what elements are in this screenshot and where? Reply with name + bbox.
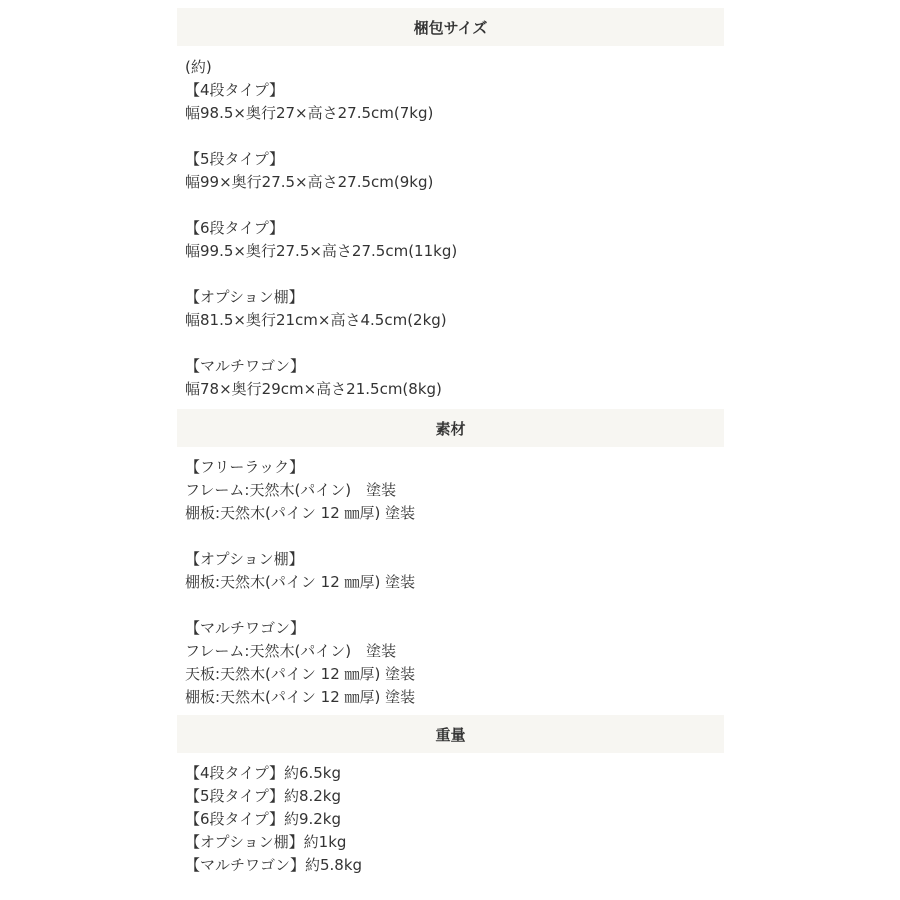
package-size-line bbox=[185, 194, 724, 217]
material-line: フレーム:天然木(パイン) 塗装 bbox=[185, 642, 397, 660]
package-size-line bbox=[185, 263, 724, 286]
package-size-line: 【5段タイプ】 bbox=[185, 150, 284, 168]
material-line bbox=[185, 525, 724, 548]
package-size-line: 幅99.5×奥行27.5×高さ27.5cm(11kg) bbox=[185, 242, 458, 260]
material-body bbox=[177, 447, 724, 715]
material-line bbox=[185, 594, 724, 617]
package-size-line bbox=[185, 332, 724, 355]
material-line: 【フリーラック】 bbox=[185, 458, 305, 476]
material-line: 天板:天然木(パイン 12 ㎜厚) 塗装 bbox=[185, 665, 416, 683]
material-line: フレーム:天然木(パイン) 塗装 bbox=[185, 481, 397, 499]
package-size-body bbox=[177, 46, 724, 409]
package-size-line: 幅78×奥行29cm×高さ21.5cm(8kg) bbox=[185, 380, 442, 398]
material-line: 【マルチワゴン】 bbox=[185, 619, 306, 637]
package-size-line: 【6段タイプ】 bbox=[185, 219, 284, 237]
spec-table bbox=[177, 8, 724, 886]
package-size-line bbox=[185, 125, 724, 148]
package-size-line: 【マルチワゴン】 bbox=[185, 357, 306, 375]
package-size-line: 幅98.5×奥行27×高さ27.5cm(7kg) bbox=[185, 104, 434, 122]
material-line: 【オプション棚】 bbox=[185, 550, 304, 568]
weight-line: 【マルチワゴン】約5.8kg bbox=[185, 856, 363, 874]
material-line: 棚板:天然木(パイン 12 ㎜厚) 塗装 bbox=[185, 688, 416, 706]
material-line: 棚板:天然木(パイン 12 ㎜厚) 塗装 bbox=[185, 573, 416, 591]
package-size-heading: 梱包サイズ bbox=[177, 8, 724, 46]
weight-line: 【6段タイプ】約9.2kg bbox=[185, 810, 342, 828]
weight-line: 【4段タイプ】約6.5kg bbox=[185, 764, 342, 782]
package-size-line: 幅99×奥行27.5×高さ27.5cm(9kg) bbox=[185, 173, 434, 191]
weight-heading: 重量 bbox=[177, 715, 724, 753]
package-size-line: 幅81.5×奥行21cm×高さ4.5cm(2kg) bbox=[185, 311, 447, 329]
material-line: 棚板:天然木(パイン 12 ㎜厚) 塗装 bbox=[185, 504, 416, 522]
weight-body bbox=[177, 753, 724, 886]
package-size-line: (約) bbox=[185, 58, 212, 76]
weight-line: 【5段タイプ】約8.2kg bbox=[185, 787, 342, 805]
weight-line: 【オプション棚】約1kg bbox=[185, 833, 347, 851]
package-size-line: 【オプション棚】 bbox=[185, 288, 304, 306]
package-size-line: 【4段タイプ】 bbox=[185, 81, 284, 99]
material-heading: 素材 bbox=[177, 409, 724, 447]
